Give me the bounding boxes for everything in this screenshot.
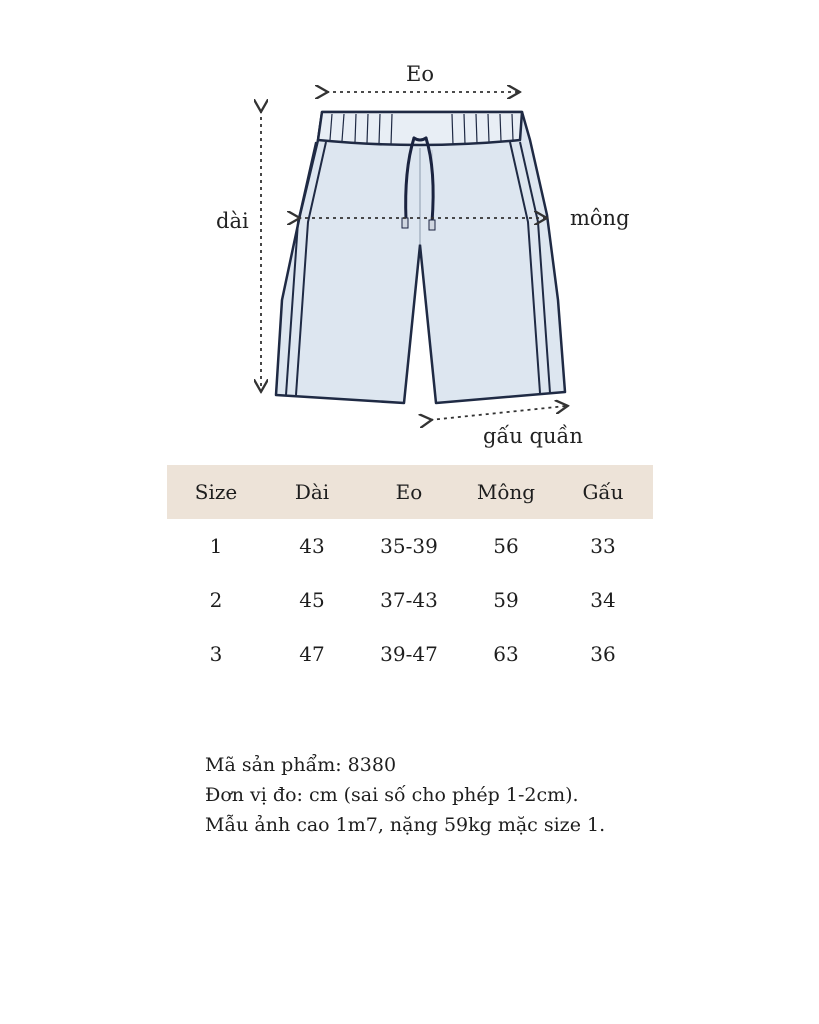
waist-label: Eo <box>406 62 434 86</box>
table-cell: 33 <box>590 534 616 558</box>
product-code: Mã sản phẩm: 8380 <box>205 754 397 776</box>
table-cell: 37-43 <box>380 588 438 612</box>
table-header <box>167 465 653 519</box>
table-row <box>167 519 653 573</box>
measurement-unit-note: Đơn vị đo: cm (sai số cho phép 1-2cm). <box>205 784 579 806</box>
hem-label: gấu quần <box>483 424 583 448</box>
table-cell: 2 <box>209 588 223 612</box>
size-diagram <box>0 0 819 460</box>
table-cell: 63 <box>493 642 519 666</box>
table-cell: 43 <box>299 534 325 558</box>
model-info: Mẫu ảnh cao 1m7, nặng 59kg mặc size 1. <box>205 814 606 836</box>
table-cell: 34 <box>590 588 616 612</box>
table-row <box>167 627 653 681</box>
header-length: Dài <box>294 480 330 504</box>
table-cell: 47 <box>299 642 325 666</box>
table-cell: 45 <box>299 588 325 612</box>
table-cell: 59 <box>493 588 519 612</box>
table-cell: 35-39 <box>380 534 438 558</box>
hem-arrow <box>430 406 566 420</box>
table-cell: 36 <box>590 642 616 666</box>
header-waist: Eo <box>395 480 423 504</box>
table-cell: 56 <box>493 534 519 558</box>
size-table <box>167 465 653 681</box>
hip-label: mông <box>570 206 630 230</box>
table-cell: 1 <box>209 534 223 558</box>
length-label: dài <box>216 209 249 233</box>
table-cell: 3 <box>209 642 223 666</box>
header-size: Size <box>194 480 238 504</box>
header-hem: Gấu <box>582 480 624 504</box>
table-row <box>167 573 653 627</box>
header-hip: Mông <box>476 480 536 504</box>
product-notes <box>205 750 605 840</box>
table-cell: 39-47 <box>380 642 438 666</box>
